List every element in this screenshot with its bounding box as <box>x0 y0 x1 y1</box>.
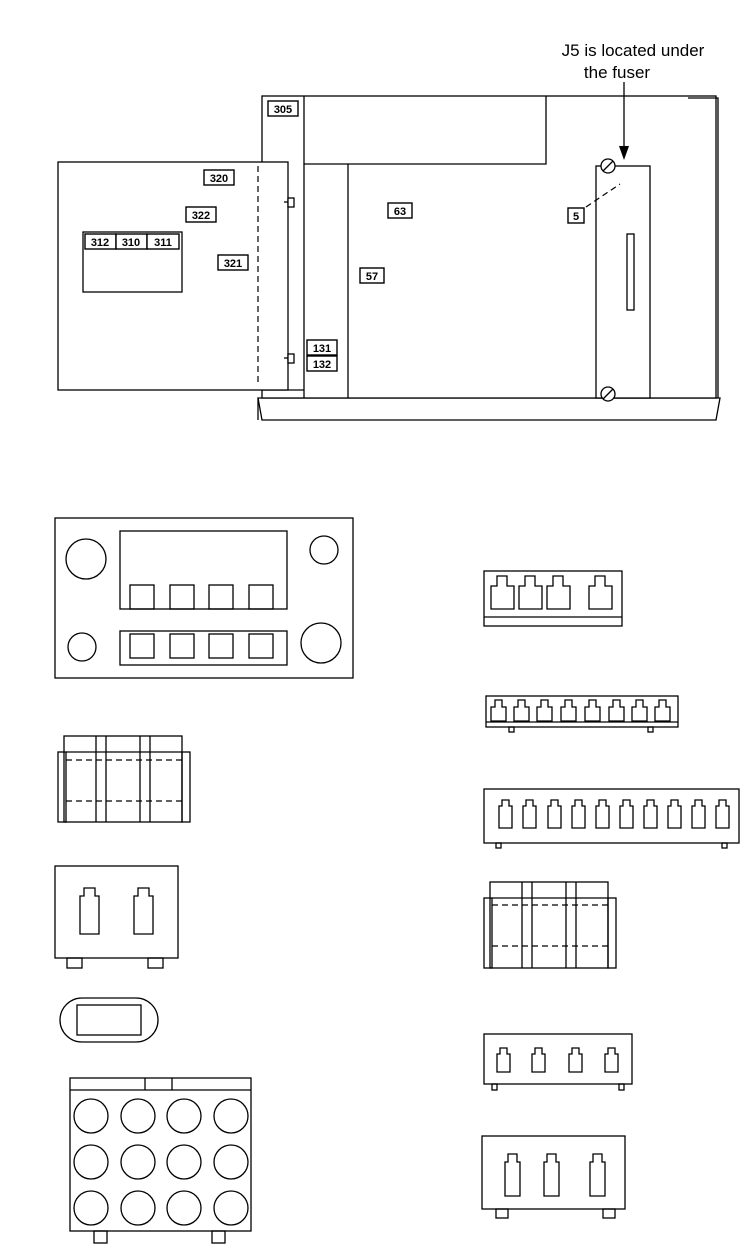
edge-connector-upper <box>288 198 294 207</box>
label-305 <box>268 101 298 116</box>
svg-text:311: 311 <box>154 237 172 249</box>
callout-line-2: the fuser <box>583 63 651 82</box>
label-310 <box>116 234 147 249</box>
svg-text:312: 312 <box>90 237 110 249</box>
label-57 <box>360 268 384 283</box>
label-312 <box>85 234 116 249</box>
connector-3pos-receptacle-left <box>58 736 190 822</box>
svg-text:310: 310 <box>121 237 141 249</box>
edge-connector-lower <box>288 354 294 363</box>
connector-4pos-housing <box>484 571 622 626</box>
label-131 <box>307 340 337 355</box>
svg-text:57: 57 <box>365 271 379 283</box>
connector-3pos-receptacle-right <box>484 882 616 968</box>
svg-text:132: 132 <box>312 359 332 371</box>
svg-text:322: 322 <box>191 210 211 222</box>
connector-8pos-housing <box>486 696 678 732</box>
label-311 <box>147 234 179 249</box>
svg-text:321: 321 <box>223 258 243 270</box>
connector-4pin-housing <box>484 1034 632 1090</box>
callout-line-1: J5 is located under <box>561 41 705 60</box>
connector-2pin-housing <box>55 866 178 968</box>
label-321 <box>218 255 248 270</box>
svg-text:131: 131 <box>312 343 332 355</box>
label-63 <box>388 203 412 218</box>
printer-assembly <box>58 82 720 420</box>
svg-text:305: 305 <box>273 104 293 116</box>
svg-text:5: 5 <box>572 211 580 223</box>
label-322 <box>186 207 216 222</box>
connector-10pos-housing <box>484 789 739 848</box>
connector-12-cavity <box>70 1078 251 1243</box>
connector-oval-plug <box>60 998 158 1042</box>
connector-panel-8pin <box>55 518 353 678</box>
label-132 <box>307 356 337 371</box>
svg-text:320: 320 <box>209 173 229 185</box>
frame-base <box>258 398 720 420</box>
label-5 <box>568 208 584 223</box>
fuser <box>596 166 650 398</box>
svg-text:63: 63 <box>393 206 407 218</box>
label-320 <box>204 170 234 185</box>
connector-3pin-housing <box>482 1136 625 1218</box>
